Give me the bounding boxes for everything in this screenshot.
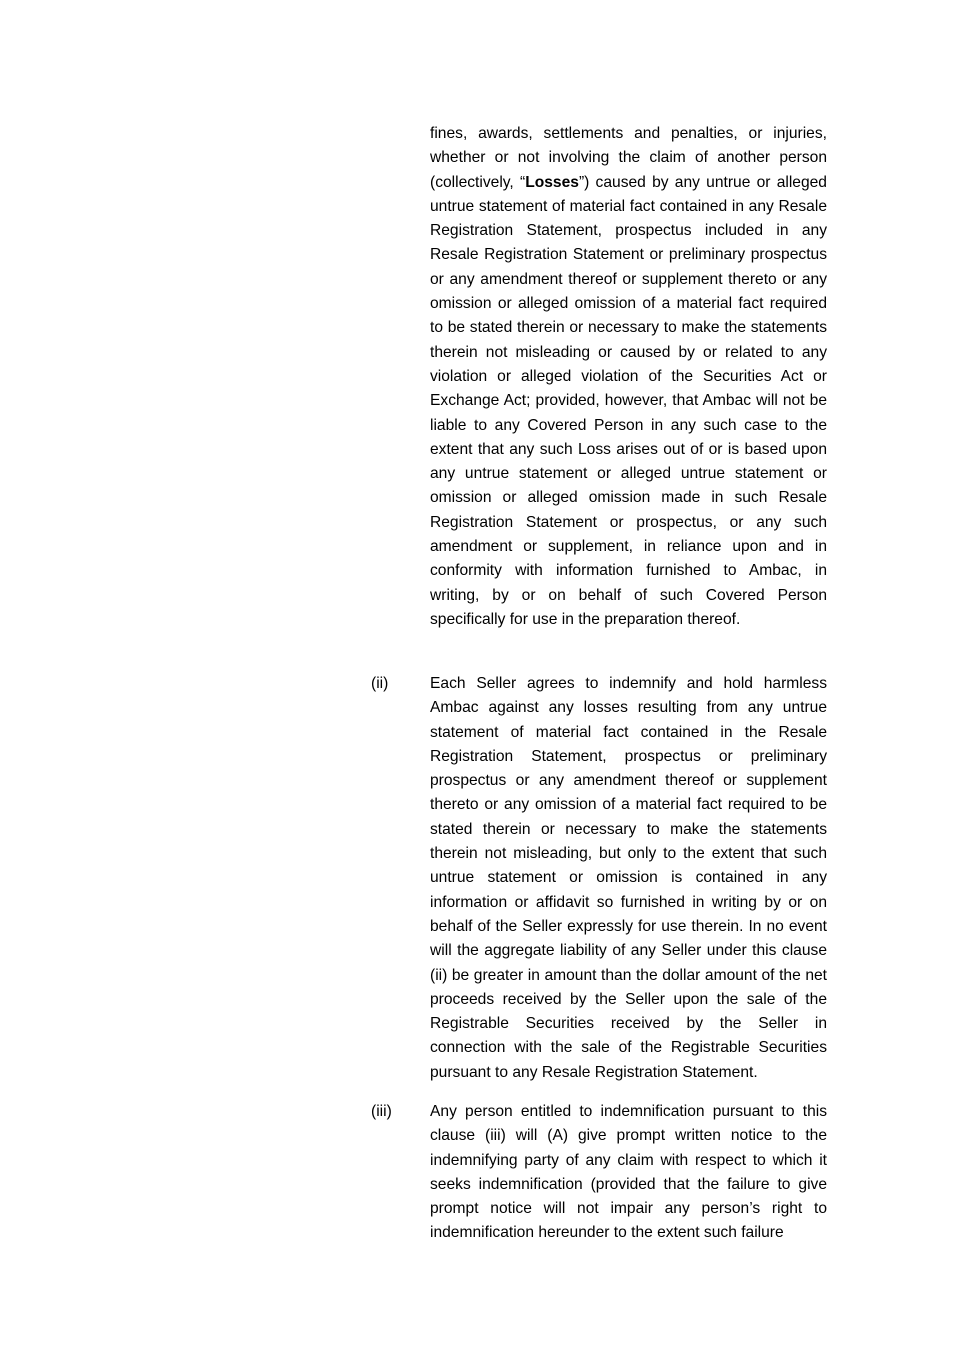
clause-ii-label: (ii) (371, 675, 389, 692)
continuation-paragraph (430, 122, 827, 632)
clause-iii-text: Any person entitled to indemnification pursuant to this clause (iii) will (A) give prompt written notice to the indemnifying party of any claim with respect to which it seeks indemnification (provided that the failure to give prompt notice will not impair any person’s right to indemnification hereunder to the extent such failure (430, 1103, 827, 1242)
continuation-text-after: ”) caused by any untrue or alleged untrue statement of material fact contained in any Resale Registration Statement, prospectus included in any Resale Registration Statement or preliminary prospectus or any amendment thereof or supplement thereto or any omission or alleged omission of a material fact required to be stated therein or necessary to make the statements therein not misleading or caused by or related to any violation or alleged violation of the Securities Act or Exchange Act; provided, however, that Ambac will not be liable to any Covered Person in any such case to the extent that any such Loss arises out of or is based upon any untrue statement or alleged untrue statement or omission or alleged omission made in such Resale Registration Statement or prospectus, or any such amendment or supplement, in reliance upon and in conformity with information furnished to Ambac, in writing, by or on behalf of such Covered Person specifically for use in the preparation thereof. (430, 173, 827, 628)
clause-ii-text: Each Seller agrees to indemnify and hold harmless Ambac against any losses resulting from any untrue statement of material fact contained in the Resale Registration Statement, prospectus or preliminary prospectus or any amendment thereof or supplement thereto or any omission of a material fact required to be stated therein or necessary to make the statements therein not misleading, but only to the extent that such untrue statement or omission is contained in any information or affidavit so furnished in writing by or on behalf of the Seller expressly for use therein. In no event will the aggregate liability of any Seller under this clause (ii) be greater in amount than the dollar amount of the net proceeds received by the Seller upon the sale of the Registrable Securities received by the Seller in connection with the sale of the Registrable Securities pursuant to any Resale Registration Statement. (430, 675, 827, 1081)
clause-iii-label: (iii) (371, 1103, 392, 1120)
continuation-text-before: fines, awards, settlements and penalties, or injuries, whether or not involving the claim of another person (collectively, “ (430, 125, 827, 191)
defined-term-losses: Losses (525, 173, 579, 191)
